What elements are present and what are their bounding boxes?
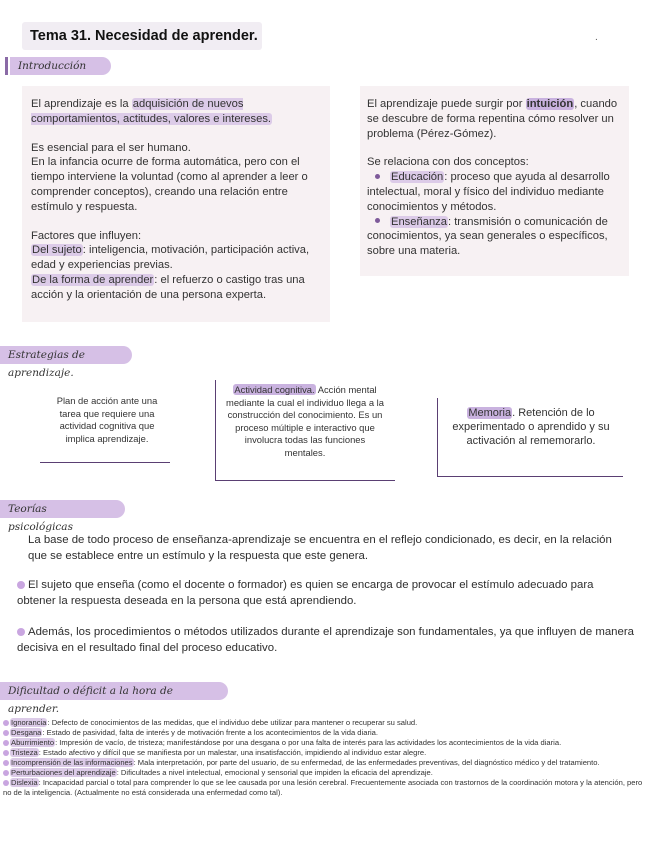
strategy-card-plan: Plan de acción ante una tarea que requiere una actividad cognitiva que implica aprendizaje. <box>56 395 158 444</box>
page-title: Tema 31. Necesidad de aprender. <box>22 22 262 50</box>
definition-highlight: adquisición de nuevos comportamientos, actitudes, valores e intereses. <box>31 98 272 125</box>
bullet-dot <box>17 581 25 589</box>
section-difficulty: Dificultad o déficit a la hora de aprender. <box>0 682 228 700</box>
bullet-dot <box>375 218 380 223</box>
strategy-card-cognitive: Actividad cognitiva. Acción mental mediante la cual el individuo llega a la construcción del conocimiento. Es un proceso múltiple e interactivo que involucra todas las funciones mentales. <box>226 384 384 458</box>
section-intro: Introducción <box>10 57 111 75</box>
strategy-card-memory: Memoria. Retención de lo experimentado o aprendido y su activación al rememorarlo. <box>452 407 610 447</box>
concept-education: Educación: proceso que ayuda al desarrollo intelectual, moral y físico del individuo mediante conocimientos y métodos. <box>367 171 610 213</box>
bullet-dot <box>375 174 380 179</box>
theory-paragraph-1: La base de todo proceso de enseñanza-aprendizaje se encuentra en el reflejo condicionado, es decir, en la relación que se establece entre un estímulo y la respuesta que este genera. <box>28 534 612 562</box>
factor-subject: Del sujeto: inteligencia, motivación, participación activa, edad y experiencias previas. <box>31 244 310 272</box>
difficulty-list <box>3 718 643 798</box>
section-strategies: Estrategias de aprendizaje. <box>0 346 132 364</box>
list-item: Ignorancia: Defecto de conocimientos de las medidas, que el individuo debe utilizar para mantener o recuperar su salud. <box>3 718 643 728</box>
intuition-text: El aprendizaje puede surgir por intuición, cuando se descubre de forma repentina cómo resolver un problema (Pérez-Gómez). <box>367 98 618 140</box>
intro-essential: Es esencial para el ser humano. <box>31 141 191 154</box>
card-left-border <box>437 398 438 476</box>
factor-method: De la forma de aprender: el refuerzo o castigo tras una acción y la orientación de una persona experta. <box>31 273 305 301</box>
card-left-border <box>215 380 216 480</box>
card-underline <box>40 462 170 463</box>
list-item: Dislexia: Incapacidad parcial o total para comprender lo que se lee causada por una lesión cerebral. Frecuentemente asociada con trastornos de la coordinación motora y la atención, pero no de la inteligencia. (Actualmente no está considerada una enfermedad como tal). <box>3 778 643 797</box>
intro-right-panel <box>360 86 629 276</box>
card-underline <box>437 476 623 477</box>
corner-mark: . <box>595 32 598 43</box>
concepts-title: Se relaciona con dos conceptos: <box>367 156 529 169</box>
list-item: Incomprensión de las informaciones: Mala interpretación, por parte del usuario, de su enfermedad, de las enfermedades preventivas, del diagnóstico médico y del tratamiento. <box>3 758 643 768</box>
list-item: Desgana: Estado de pasividad, falta de interés y de motivación frente a los acontecimientos de la vida diaria. <box>3 728 643 738</box>
factors-title: Factores que influyen: <box>31 229 142 242</box>
bullet-dot <box>17 628 25 636</box>
intro-left-panel <box>22 86 330 322</box>
list-item: Tristeza: Estado afectivo y difícil que se manifiesta por un malestar, una insatisfacción, impidiendo al individuo estar alegre. <box>3 748 643 758</box>
intro-childhood: En la infancia ocurre de forma automática, pero con el tiempo interviene la voluntad (como al aprender a leer o comprender conceptos), creando una relación entre estímulo y respuesta. <box>31 156 308 213</box>
theory-paragraph-3: Además, los procedimientos o métodos utilizados durante el aprendizaje son fundamentales, ya que influyen de manera decisiva en el resultado final del proceso educativo. <box>17 626 634 654</box>
card-underline <box>215 480 395 481</box>
theory-paragraph-2: El sujeto que enseña (como el docente o formador) es quien se encarga de provocar el estímulo adecuado para obtener la respuesta deseada en la persona que está aprendiendo. <box>17 579 594 607</box>
section-theories: Teorías psicológicas <box>0 500 125 518</box>
intro-definition: El aprendizaje es la adquisición de nuevos comportamientos, actitudes, valores e intereses. <box>31 98 272 125</box>
list-item: Perturbaciones del aprendizaje: Dificultades a nivel intelectual, emocional y sensorial que impiden la eficacia del aprendizaje. <box>3 768 643 778</box>
list-item: Aburrimiento: Impresión de vacío, de tristeza; manifestándose por una desgana o por una falta de interés para las actividades los acontecimientos de la vida diaria. <box>3 738 643 748</box>
intro-tag-bar <box>5 57 8 75</box>
concept-teaching: Enseñanza: transmisión o comunicación de conocimientos, ya sean generales o específicos, sobre una materia. <box>367 215 608 258</box>
